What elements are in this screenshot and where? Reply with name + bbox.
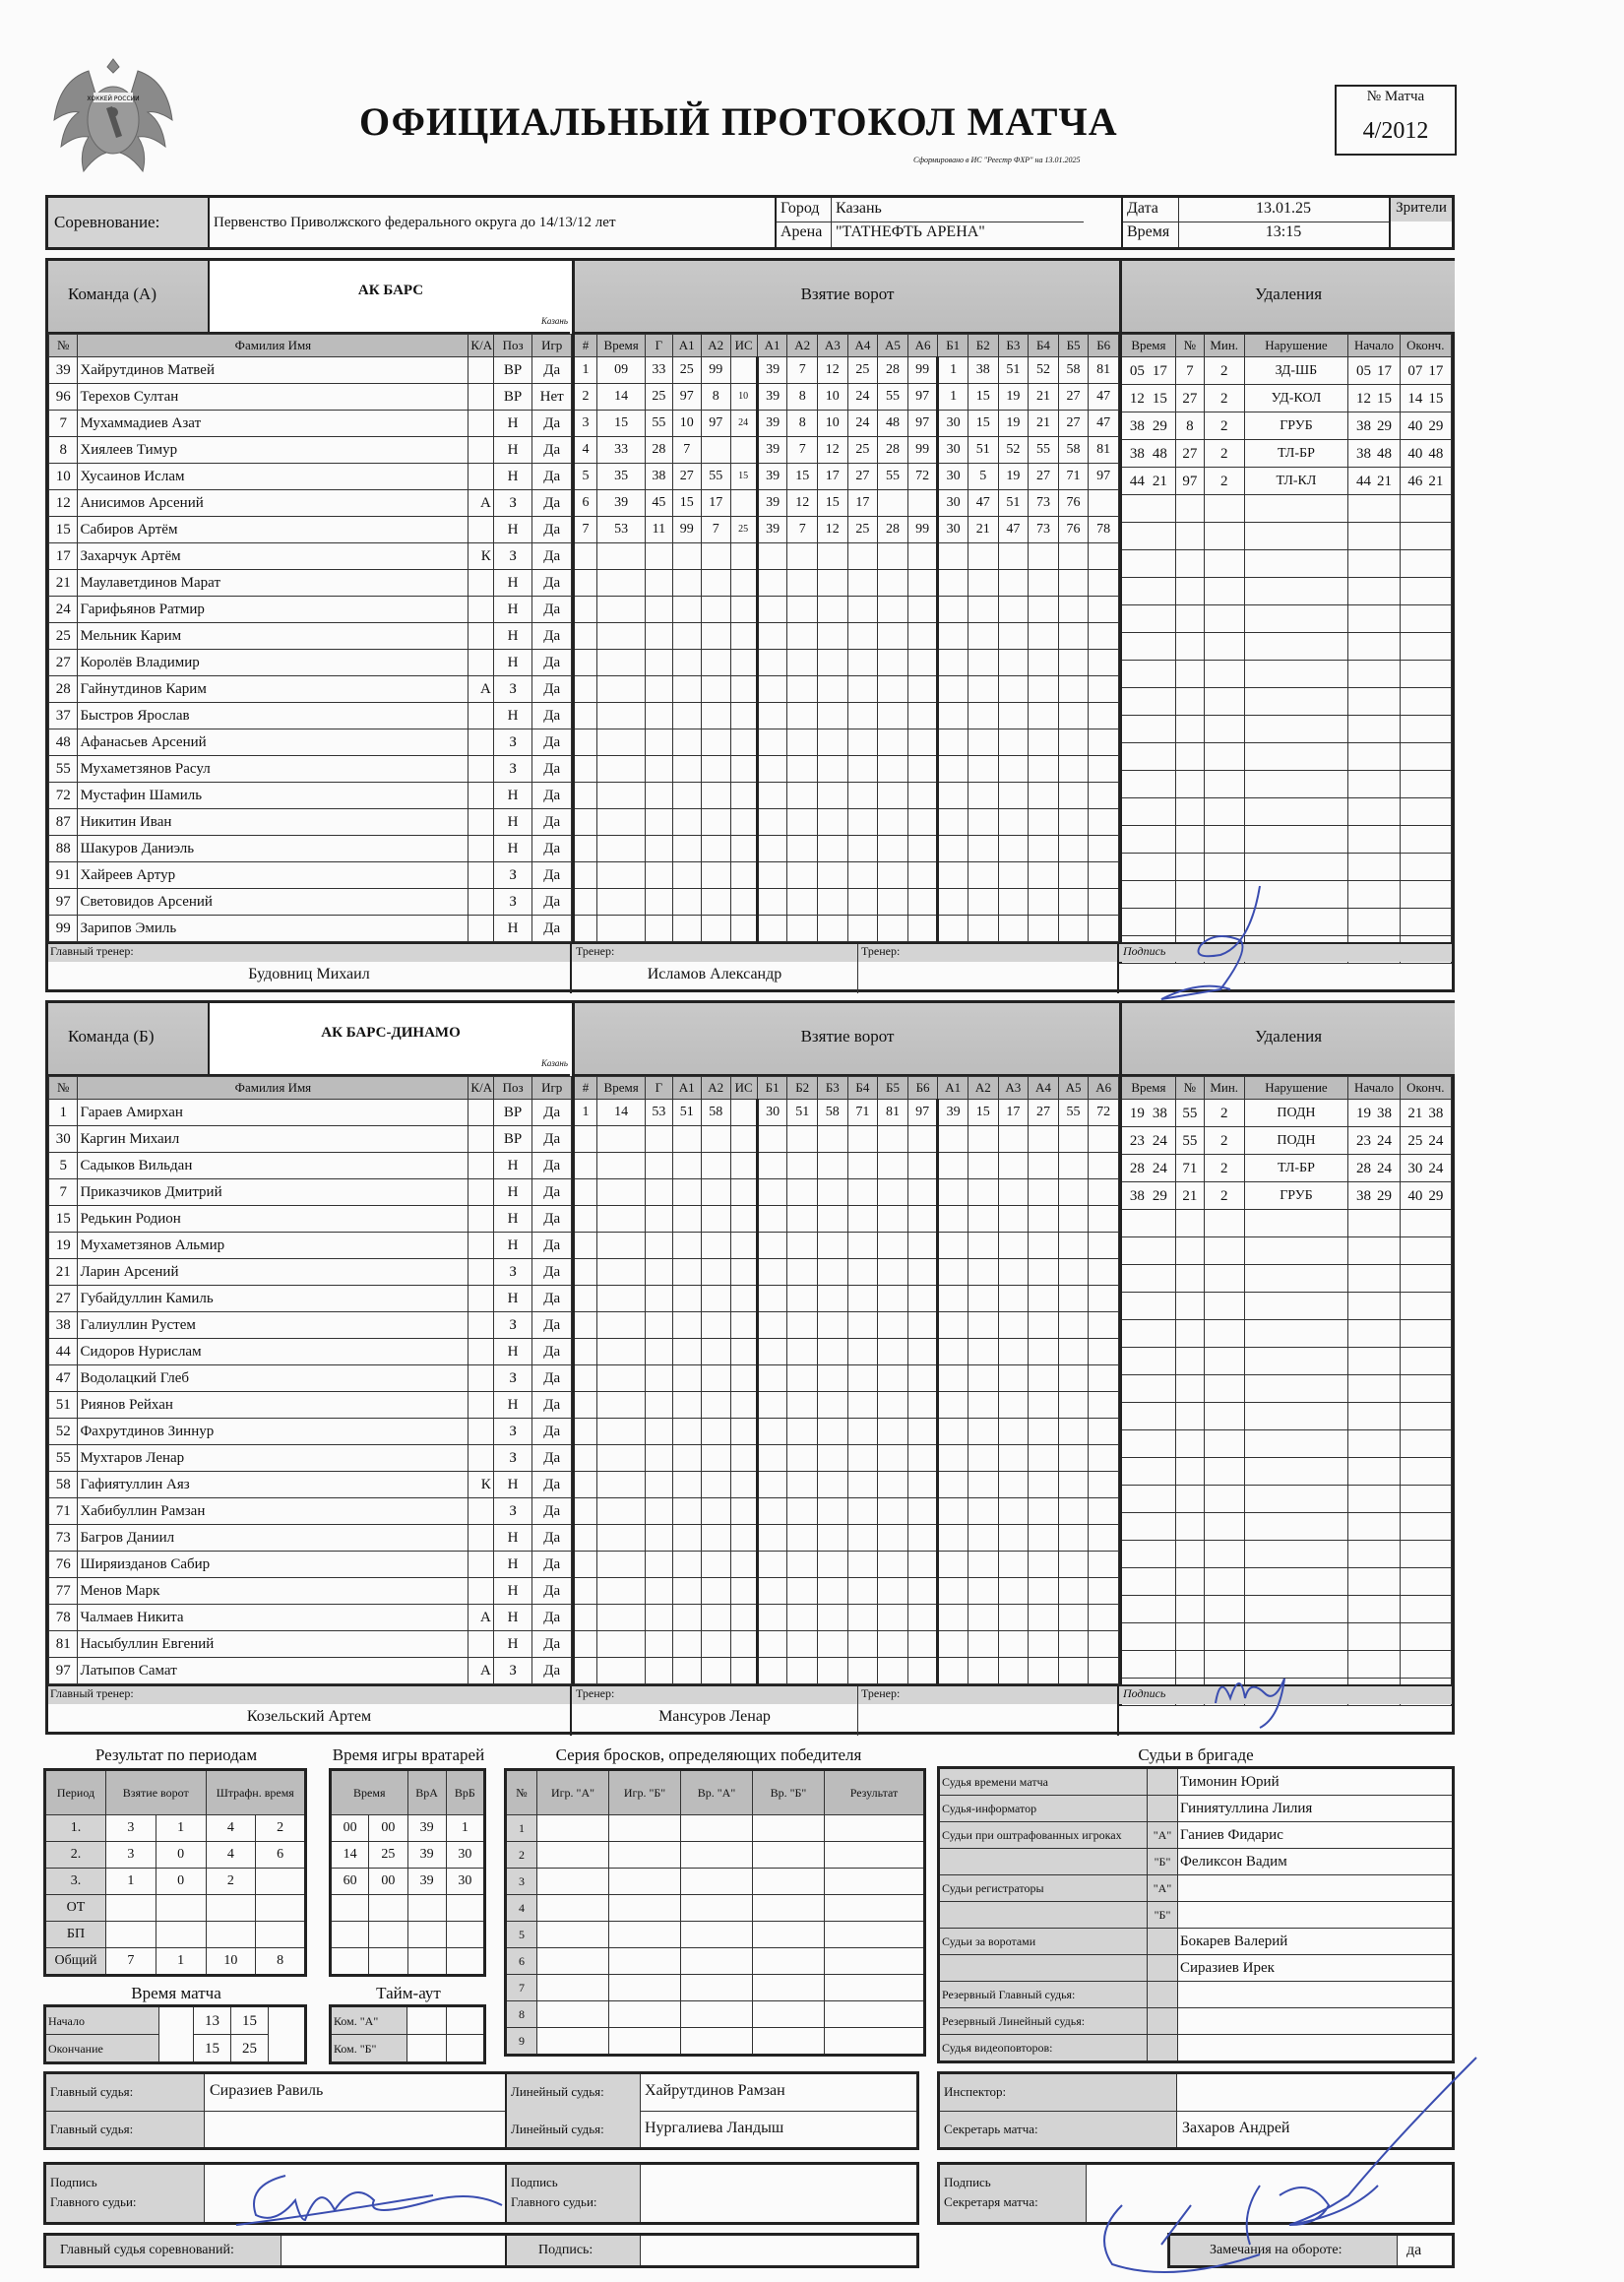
penalty-row bbox=[1121, 1265, 1452, 1293]
teamA-city: Казань bbox=[540, 316, 568, 326]
shootout-row: 4 bbox=[506, 1895, 925, 1922]
teamB-label: Команда (Б) bbox=[68, 1027, 155, 1046]
line-referee-2: Нургалиева Ландыш bbox=[645, 2120, 784, 2136]
teamB-name: АК БАРС-ДИНАМО bbox=[321, 1025, 461, 1041]
main-referee-signature-icon bbox=[217, 2156, 512, 2245]
referees-title: Судьи в бригаде bbox=[1138, 1745, 1254, 1764]
period-row: Общий 7 1 10 8 bbox=[45, 1948, 306, 1976]
teamB-players-table: № Фамилия Имя К/А Поз Игр 1 Гараев Амирхан ВР Да 30 Каргин Михаил ВР Да 5 Садыков Вильдан Н Да 7 Приказчиков Дмитрий Н Да 15 Редькин Родион Н Да 19 Мухаметзянов Альмир Н Да 21 Ларин Арсений З Да 27 Губайдуллин Камиль Н Да 38 Галиуллин Рустем З Да 44 Сидоров Нурислам Н Да 47 Водолацкий Глеб З Да 51 Риянов Рейхан Н Да 52 Фахрутдинов Зиннур З Да 55 Мухтаров Ленар З Да 58 Гафиятуллин Аяз К Н Да 71 Хабибуллин Рамзан З Да 73 Багров Даниил Н Да 76 Ширяизданов Сабир Н Да 77 Менов Марк Н Да 78 Чалмаев Никита А Н Да 81 Насыбуллин Евгений Н Да 97 Латыпов Самат А З Да bbox=[48, 1076, 572, 1684]
shootout-row: 3 bbox=[506, 1869, 925, 1895]
penalty-row bbox=[1121, 1210, 1452, 1237]
teamA-label: Команда (А) bbox=[68, 285, 156, 303]
player-row: 8 Хиялеев Тимур Н Да bbox=[49, 437, 572, 464]
teamA-goals-table: # Время Г А1 А2 ИС А1 А2 А3 А4 А5 А6 Б1 Б2 Б3 Б4 Б5 Б6 1 09 33 25 99 39 7 12 25 28 99 1 38 51 52 58 81 2 14 25 97 8 10 39 8 10 24 55 97 1 15 19 21 27 47 3 15 55 10 97 24 39 8 10 24 48 97 30 15 19 21 27 47 4 33 28 7 39 7 12 25 28 99 30 51 52 55 58 81 5 35 38 27 55 15 39 15 17 27 55 72 30 5 19 27 71 97 6 39 45 15 17 39 12 15 17 30 47 51 73 76 7 53 11 99 7 25 39 7 12 25 28 99 30 21 47 73 76 78 bbox=[572, 334, 1119, 942]
penalty-row bbox=[1121, 1486, 1452, 1513]
penalty-row bbox=[1121, 688, 1452, 716]
match-number: 4/2012 bbox=[1362, 118, 1429, 144]
goal-row bbox=[574, 916, 1119, 942]
shootout-row: 7 bbox=[506, 1975, 925, 2001]
player-row: 51 Риянов Рейхан Н Да bbox=[49, 1392, 572, 1419]
player-row: 24 Гарифьянов Ратмир Н Да bbox=[49, 597, 572, 623]
referee-row: Судьи за воротами Бокарев Валерий bbox=[939, 1929, 1454, 1955]
goal-row bbox=[574, 1233, 1119, 1259]
teamA-box: Команда (А) АК БАРС Казань Взятие ворот Удаления № Фамилия Имя К/А Поз Игр 39 Хайрутдинов Матвей ВР Да 96 Терехов Султан ВР Нет 7 Мухаммадиев Азат Н Да 8 Хиялеев Тимур Н Да 10 Хусаинов Ислам Н Да 12 Анисимов Арсений А З Да 15 Сабиров Артём Н Да 17 Захарчук Артём К З Да 21 Маулаветдинов Марат Н Да 24 Гарифьянов Ратмир Н Да 25 Мельник Карим Н Да 27 Королёв Владимир Н Да 28 Гайнутдинов Карим А З Да 37 Быстров Ярослав Н Да 48 Афанасьев Арсений З Да 55 Мухаметзянов Расул З Да 72 Мустафин Шамиль Н Да 87 Никитин Иван Н Да 88 Шакуров Даниэль Н Да 91 Хайреев Артур З Да 97 Световидов Арсений З Да 99 Зарипов Эмиль Н Да # Время Г А1 А2 ИС А1 А2 А3 А4 А5 А6 Б1 Б2 Б3 Б4 Б5 Б6 1 09 33 25 99 39 7 12 25 28 99 1 38 51 52 58 81 2 14 25 97 8 10 39 8 10 24 55 97 1 15 19 21 27 47 3 15 55 10 97 24 39 8 10 24 48 97 30 15 19 21 27 47 4 33 28 7 39 7 12 25 28 99 30 51 52 55 58 81 5 35 38 27 55 15 39 15 17 27 55 72 30 5 19 27 71 97 6 39 45 15 17 39 12 15 17 30 47 51 73 76 7 53 11 99 7 25 39 7 12 25 28 99 30 21 47 73 76 78 Время № Мин. Нарушение Начало Оконч. 05 17 7 2 ЗД-ШБ 05 17 07 17 12 15 27 2 УД-КОЛ 12 15 14 15 38 29 8 2 ГРУБ 38 29 40 29 38 48 27 2 ТЛ-БР 38 48 40 48 44 21 97 2 ТЛ-КЛ 44 21 46 21 Главный тренер: Будовниц Михаил Тренер: Исламов Александр Тренер: Подпись bbox=[45, 258, 1455, 992]
teamA-penalties-title: Удаления bbox=[1254, 285, 1323, 303]
player-row: 97 Латыпов Самат А З Да bbox=[49, 1658, 572, 1684]
player-row: 55 Мухтаров Ленар З Да bbox=[49, 1445, 572, 1472]
penalty-row bbox=[1121, 1403, 1452, 1430]
penalty-row bbox=[1121, 1293, 1452, 1320]
goal-row bbox=[574, 1206, 1119, 1233]
goal-row bbox=[574, 1578, 1119, 1605]
period-row: 3. 1 0 2 bbox=[45, 1869, 306, 1895]
goal-row bbox=[574, 703, 1119, 729]
player-row: 38 Галиуллин Рустем З Да bbox=[49, 1312, 572, 1339]
shootout-row: 9 bbox=[506, 2028, 925, 2056]
player-row: 27 Королёв Владимир Н Да bbox=[49, 650, 572, 676]
player-row: 15 Редькин Родион Н Да bbox=[49, 1206, 572, 1233]
main-referee-1: Сиразиев Равиль bbox=[210, 2082, 324, 2099]
periods-table: Период Взятие ворот Штрафн. время 1. 3 1 4 2 2. 3 0 4 6 3. 1 0 2 ОТ БП Общий 7 1 10 8 bbox=[43, 1768, 307, 1977]
goal-row bbox=[574, 756, 1119, 783]
player-row: 28 Гайнутдинов Карим А З Да bbox=[49, 676, 572, 703]
player-row: 58 Гафиятуллин Аяз К Н Да bbox=[49, 1472, 572, 1498]
goal-row bbox=[574, 650, 1119, 676]
teamB-city: Казань bbox=[540, 1058, 568, 1068]
player-row: 10 Хусаинов Ислам Н Да bbox=[49, 464, 572, 490]
penalty-row: 38 48 27 2 ТЛ-БР 38 48 40 48 bbox=[1121, 440, 1452, 468]
competition-referee-box: Главный судья соревнований: Подпись: bbox=[43, 2233, 919, 2268]
teamB-penalties-table: Время № Мин. Нарушение Начало Оконч. 19 38 55 2 ПОДН 19 38 21 38 23 24 55 2 ПОДН 23 24 25 24 28 24 71 2 ТЛ-БР 28 24 30 24 38 29 21 2 ГРУБ 38 29 40 29 bbox=[1119, 1076, 1452, 1706]
shootout-row: 2 bbox=[506, 1842, 925, 1869]
goal-row bbox=[574, 1312, 1119, 1339]
goal-row bbox=[574, 597, 1119, 623]
line-referee-1: Хайрутдинов Рамзан bbox=[645, 2082, 785, 2099]
player-row: 37 Быстров Ярослав Н Да bbox=[49, 703, 572, 729]
goal-row bbox=[574, 809, 1119, 836]
goal-row: 5 35 38 27 55 15 39 15 17 27 55 72 30 5 19 27 71 97 bbox=[574, 464, 1119, 490]
player-row: 87 Никитин Иван Н Да bbox=[49, 809, 572, 836]
period-row: 1. 3 1 4 2 bbox=[45, 1815, 306, 1842]
player-row: 97 Световидов Арсений З Да bbox=[49, 889, 572, 916]
penalty-row bbox=[1121, 1513, 1452, 1541]
emblem-icon bbox=[49, 51, 177, 189]
shootout-row: 8 bbox=[506, 2001, 925, 2028]
penalty-row bbox=[1121, 1458, 1452, 1486]
penalty-row: 28 24 71 2 ТЛ-БР 28 24 30 24 bbox=[1121, 1155, 1452, 1182]
secretary-signature-box: Подпись Секретаря матча: bbox=[937, 2162, 1455, 2225]
player-row: 72 Мустафин Шамиль Н Да bbox=[49, 783, 572, 809]
shootout-row: 5 bbox=[506, 1922, 925, 1948]
svg-text:ХОККЕЙ РОССИИ: ХОККЕЙ РОССИИ bbox=[87, 95, 140, 102]
goal-row bbox=[574, 729, 1119, 756]
goal-row bbox=[574, 1472, 1119, 1498]
period-row: БП bbox=[45, 1922, 306, 1948]
shootout-row: 6 bbox=[506, 1948, 925, 1975]
page-title: ОФИЦИАЛЬНЫЙ ПРОТОКОЛ МАТЧА bbox=[359, 99, 1118, 144]
referee-row: "Б" bbox=[939, 1902, 1454, 1929]
goalie-row bbox=[331, 1922, 485, 1948]
goal-row bbox=[574, 1392, 1119, 1419]
player-row: 71 Хабибуллин Рамзан З Да bbox=[49, 1498, 572, 1525]
referee-row: "Б" Феликсон Вадим bbox=[939, 1849, 1454, 1875]
penalty-row: 05 17 7 2 ЗД-ШБ 05 17 07 17 bbox=[1121, 357, 1452, 385]
penalty-row bbox=[1121, 550, 1452, 578]
penalty-row bbox=[1121, 716, 1452, 743]
coach-a-signature-icon bbox=[1161, 886, 1299, 1024]
goal-row bbox=[574, 1552, 1119, 1578]
penalty-row bbox=[1121, 605, 1452, 633]
player-row: 7 Приказчиков Дмитрий Н Да bbox=[49, 1179, 572, 1206]
goal-row: 1 09 33 25 99 39 7 12 25 28 99 1 38 51 52 58 81 bbox=[574, 357, 1119, 384]
teamB-head-coach: Козельский Артем bbox=[246, 1708, 372, 1725]
goal-row bbox=[574, 889, 1119, 916]
coach-b-signature-icon bbox=[1211, 1664, 1319, 1733]
goal-row bbox=[574, 570, 1119, 597]
goal-row bbox=[574, 1365, 1119, 1392]
goal-row bbox=[574, 1445, 1119, 1472]
penalty-row bbox=[1121, 1375, 1452, 1403]
referee-row: Резервный Главный судья: bbox=[939, 1982, 1454, 2008]
goal-row bbox=[574, 1339, 1119, 1365]
goalie-row bbox=[331, 1895, 485, 1922]
match-time-title: Время матча bbox=[131, 1984, 221, 2002]
period-row: 2. 3 0 4 6 bbox=[45, 1842, 306, 1869]
match-time: 13:15 bbox=[1265, 223, 1302, 240]
referees-table bbox=[937, 1766, 1455, 2063]
goal-row bbox=[574, 862, 1119, 889]
penalty-row bbox=[1121, 854, 1452, 881]
match-number-box: № Матча 4/2012 bbox=[1335, 85, 1457, 156]
shootout-title: Серия бросков, определяющих победителя bbox=[555, 1745, 862, 1764]
teamB-goals-title: Взятие ворот bbox=[800, 1027, 895, 1046]
goal-row bbox=[574, 1259, 1119, 1286]
referee-row: Судья времени матча Тимонин Юрий bbox=[939, 1768, 1454, 1796]
player-row: 21 Маулаветдинов Марат Н Да bbox=[49, 570, 572, 597]
goal-row bbox=[574, 836, 1119, 862]
referee-row: Судья видеоповторов: bbox=[939, 2035, 1454, 2062]
penalty-row bbox=[1121, 798, 1452, 826]
player-row: 27 Губайдуллин Камиль Н Да bbox=[49, 1286, 572, 1312]
penalty-row bbox=[1121, 1320, 1452, 1348]
penalty-row bbox=[1121, 1623, 1452, 1651]
teamA-name: АК БАРС bbox=[357, 283, 424, 298]
teamA-goals-title: Взятие ворот bbox=[800, 285, 895, 303]
teamA-coach: Исламов Александр bbox=[647, 966, 782, 983]
penalty-row bbox=[1121, 1568, 1452, 1596]
goal-row bbox=[574, 623, 1119, 650]
player-row: 25 Мельник Карим Н Да bbox=[49, 623, 572, 650]
teamB-penalties-title: Удаления bbox=[1254, 1027, 1323, 1046]
player-row: 30 Каргин Михаил ВР Да bbox=[49, 1126, 572, 1153]
goal-row bbox=[574, 1658, 1119, 1684]
goal-row: 7 53 11 99 7 25 39 7 12 25 28 99 30 21 47 73 76 78 bbox=[574, 517, 1119, 543]
player-row: 96 Терехов Султан ВР Нет bbox=[49, 384, 572, 411]
player-row: 17 Захарчук Артём К З Да bbox=[49, 543, 572, 570]
inspector-box: Инспектор: Секретарь матча: Захаров Андрей bbox=[937, 2071, 1455, 2150]
teamA-penalties-table: Время № Мин. Нарушение Начало Оконч. 05 17 7 2 ЗД-ШБ 05 17 07 17 12 15 27 2 УД-КОЛ 12 15 14 15 38 29 8 2 ГРУБ 38 29 40 29 38 48 27 2 ТЛ-БР 38 48 40 48 44 21 97 2 ТЛ-КЛ 44 21 46 21 bbox=[1119, 334, 1452, 964]
goal-row bbox=[574, 1525, 1119, 1552]
goal-row bbox=[574, 783, 1119, 809]
teamB-box: Команда (Б) АК БАРС-ДИНАМО Казань Взятие ворот Удаления № Фамилия Имя К/А Поз Игр 1 Гараев Амирхан ВР Да 30 Каргин Михаил ВР Да 5 Садыков Вильдан Н Да 7 Приказчиков Дмитрий Н Да 15 Редькин Родион Н Да 19 Мухаметзянов Альмир Н Да 21 Ларин Арсений З Да 27 Губайдуллин Камиль Н Да 38 Галиуллин Рустем З Да 44 Сидоров Нурислам Н Да 47 Водолацкий Глеб З Да 51 Риянов Рейхан Н Да 52 Фахрутдинов Зиннур З Да 55 Мухтаров Ленар З Да 58 Гафиятуллин Аяз К Н Да 71 Хабибуллин Рамзан З Да 73 Багров Даниил Н Да 76 Ширяизданов Сабир Н Да 77 Менов Марк Н Да 78 Чалмаев Никита А Н Да 81 Насыбуллин Евгений Н Да 97 Латыпов Самат А З Да # Время Г А1 А2 ИС Б1 Б2 Б3 Б4 Б5 Б6 А1 А2 А3 А4 А5 А6 1 14 53 51 58 30 51 58 71 81 97 39 15 17 27 55 72 Время № Мин. Нарушение Начало Оконч. 19 38 55 2 ПОДН 19 38 21 38 23 24 55 2 ПОДН 23 24 25 24 28 24 71 2 ТЛ-БР 28 24 30 24 38 29 21 2 ГРУБ 38 29 40 29 Главный тренер: Козельский Артем Тренер: Мансуров Ленар Тренер: Подпись bbox=[45, 1000, 1455, 1735]
teamB-goals-table: # Время Г А1 А2 ИС Б1 Б2 Б3 Б4 Б5 Б6 А1 А2 А3 А4 А5 А6 1 14 53 51 58 30 51 58 71 81 97 39 15 17 27 55 72 bbox=[572, 1076, 1119, 1684]
goalie-row: 60 00 39 30 bbox=[331, 1869, 485, 1895]
timeout-title: Тайм-аут bbox=[376, 1984, 441, 2002]
goalie-time-title: Время игры вратарей bbox=[332, 1745, 485, 1764]
penalty-row bbox=[1121, 495, 1452, 523]
goalie-row: 00 00 39 1 bbox=[331, 1815, 485, 1842]
goal-row bbox=[574, 1153, 1119, 1179]
goal-row bbox=[574, 1605, 1119, 1631]
referee-row: Судьи регистраторы "А" bbox=[939, 1875, 1454, 1902]
teamA-head-coach: Будовниц Михаил bbox=[248, 966, 370, 983]
penalty-row: 44 21 97 2 ТЛ-КЛ 44 21 46 21 bbox=[1121, 468, 1452, 495]
goal-row: 1 14 53 51 58 30 51 58 71 81 97 39 15 17 27 55 72 bbox=[574, 1100, 1119, 1126]
player-row: 91 Хайреев Артур З Да bbox=[49, 862, 572, 889]
penalty-row bbox=[1121, 1430, 1452, 1458]
player-row: 47 Водолацкий Глеб З Да bbox=[49, 1365, 572, 1392]
periods-title: Результат по периодам bbox=[94, 1745, 258, 1764]
main-referees-box: Главный судья: Главный судья: Сиразиев Равиль Линейный судья: Линейный судья: Хайрутдинов Рамзан Нургалиева Ландыш bbox=[43, 2071, 919, 2150]
goal-row: 6 39 45 15 17 39 12 15 17 30 47 51 73 76 bbox=[574, 490, 1119, 517]
match-date: 13.01.25 bbox=[1256, 200, 1311, 217]
player-row: 21 Ларин Арсений З Да bbox=[49, 1259, 572, 1286]
teamA-players-table: № Фамилия Имя К/А Поз Игр 39 Хайрутдинов Матвей ВР Да 96 Терехов Султан ВР Нет 7 Мухаммадиев Азат Н Да 8 Хиялеев Тимур Н Да 10 Хусаинов Ислам Н Да 12 Анисимов Арсений А З Да 15 Сабиров Артём Н Да 17 Захарчук Артём К З Да 21 Маулаветдинов Марат Н Да 24 Гарифьянов Ратмир Н Да 25 Мельник Карим Н Да 27 Королёв Владимир Н Да 28 Гайнутдинов Карим А З Да 37 Быстров Ярослав Н Да 48 Афанасьев Арсений З Да 55 Мухаметзянов Расул З Да 72 Мустафин Шамиль Н Да 87 Никитин Иван Н Да 88 Шакуров Даниэль Н Да 91 Хайреев Артур З Да 97 Световидов Арсений З Да 99 Зарипов Эмиль Н Да bbox=[48, 334, 572, 942]
player-row: 1 Гараев Амирхан ВР Да bbox=[49, 1100, 572, 1126]
player-row: 15 Сабиров Артём Н Да bbox=[49, 517, 572, 543]
main-referee-signature-box: Подпись Главного судьи: Подпись Главного судьи: bbox=[43, 2162, 919, 2225]
period-row: ОТ bbox=[45, 1895, 306, 1922]
player-row: 77 Менов Марк Н Да bbox=[49, 1578, 572, 1605]
penalty-row bbox=[1121, 1348, 1452, 1375]
referee-row: Судья-информатор Гиниятуллина Лилия bbox=[939, 1796, 1454, 1822]
city: Казань bbox=[836, 200, 882, 217]
player-row: 55 Мухаметзянов Расул З Да bbox=[49, 756, 572, 783]
shootout-row: 1 bbox=[506, 1815, 925, 1842]
goal-row: 2 14 25 97 8 10 39 8 10 24 55 97 1 15 19 21 27 47 bbox=[574, 384, 1119, 411]
penalty-row bbox=[1121, 523, 1452, 550]
penalty-row: 19 38 55 2 ПОДН 19 38 21 38 bbox=[1121, 1100, 1452, 1127]
secretary-signature-icon bbox=[1063, 2048, 1496, 2274]
goal-row: 3 15 55 10 97 24 39 8 10 24 48 97 30 15 19 21 27 47 bbox=[574, 411, 1119, 437]
remarks-value: да bbox=[1406, 2242, 1422, 2258]
penalty-row bbox=[1121, 743, 1452, 771]
timeout-table: Ком. "А" Ком. "Б" bbox=[329, 2004, 486, 2064]
penalty-row bbox=[1121, 661, 1452, 688]
teamB-coach: Мансуров Ленар bbox=[658, 1708, 771, 1725]
player-row: 52 Фахрутдинов Зиннур З Да bbox=[49, 1419, 572, 1445]
goal-row bbox=[574, 1631, 1119, 1658]
shootout-table: № Игр. "А" Игр. "Б" Вр. "А" Вр. "Б" Результат 1 2 3 4 5 6 7 8 9 bbox=[504, 1768, 926, 2057]
player-row: 88 Шакуров Даниэль Н Да bbox=[49, 836, 572, 862]
penalty-row: 23 24 55 2 ПОДН 23 24 25 24 bbox=[1121, 1127, 1452, 1155]
match-time-table: Начало 13 15 Окончание 15 25 bbox=[43, 2004, 307, 2064]
info-row: Соревнование: Первенство Приволжского федерального округа до 14/13/12 лет Город Казань Арена "ТАТНЕФТЬ АРЕНА" Дата 13.01.25 Время 13:15 Зрители bbox=[45, 195, 1455, 250]
player-row: 99 Зарипов Эмиль Н Да bbox=[49, 916, 572, 942]
player-row: 76 Ширяизданов Сабир Н Да bbox=[49, 1552, 572, 1578]
player-row: 39 Хайрутдинов Матвей ВР Да bbox=[49, 357, 572, 384]
referee-row: Сиразиев Ирек bbox=[939, 1955, 1454, 1982]
goalie-row bbox=[331, 1948, 485, 1976]
goalie-time-table: Время ВрА ВрБ 00 00 39 1 14 25 39 30 60 00 39 30 bbox=[329, 1768, 486, 1977]
arena: "ТАТНЕФТЬ АРЕНА" bbox=[836, 223, 985, 240]
penalty-row: 12 15 27 2 УД-КОЛ 12 15 14 15 bbox=[1121, 385, 1452, 412]
referee-row: Резервный Линейный судья: bbox=[939, 2008, 1454, 2035]
penalty-row: 38 29 8 2 ГРУБ 38 29 40 29 bbox=[1121, 412, 1452, 440]
competition-name: Первенство Приволжского федерального округа до 14/13/12 лет bbox=[214, 215, 616, 230]
referee-row: Судьи при оштрафованных игроках "А" Ганиев Фидарис bbox=[939, 1822, 1454, 1849]
penalty-row bbox=[1121, 633, 1452, 661]
penalty-row bbox=[1121, 826, 1452, 854]
penalty-row bbox=[1121, 1541, 1452, 1568]
player-row: 73 Багров Даниил Н Да bbox=[49, 1525, 572, 1552]
goal-row bbox=[574, 1179, 1119, 1206]
player-row: 81 Насыбуллин Евгений Н Да bbox=[49, 1631, 572, 1658]
player-row: 19 Мухаметзянов Альмир Н Да bbox=[49, 1233, 572, 1259]
penalty-row: 38 29 21 2 ГРУБ 38 29 40 29 bbox=[1121, 1182, 1452, 1210]
player-row: 5 Садыков Вильдан Н Да bbox=[49, 1153, 572, 1179]
goal-row bbox=[574, 1498, 1119, 1525]
goal-row bbox=[574, 1126, 1119, 1153]
player-row: 78 Чалмаев Никита А Н Да bbox=[49, 1605, 572, 1631]
goal-row bbox=[574, 543, 1119, 570]
penalty-row bbox=[1121, 1237, 1452, 1265]
player-row: 44 Сидоров Нурислам Н Да bbox=[49, 1339, 572, 1365]
player-row: 12 Анисимов Арсений А З Да bbox=[49, 490, 572, 517]
goal-row bbox=[574, 1419, 1119, 1445]
penalty-row bbox=[1121, 771, 1452, 798]
goal-row bbox=[574, 1286, 1119, 1312]
player-row: 7 Мухаммадиев Азат Н Да bbox=[49, 411, 572, 437]
secretary: Захаров Андрей bbox=[1182, 2120, 1290, 2136]
remarks-box: Замечания на обороте: да bbox=[1167, 2233, 1455, 2268]
goalie-row: 14 25 39 30 bbox=[331, 1842, 485, 1869]
goal-row: 4 33 28 7 39 7 12 25 28 99 30 51 52 55 58 81 bbox=[574, 437, 1119, 464]
generated-note: Сформировано в ИС "Реестр ФХР" на 13.01.2025 bbox=[913, 156, 1081, 164]
player-row: 48 Афанасьев Арсений З Да bbox=[49, 729, 572, 756]
penalty-row bbox=[1121, 578, 1452, 605]
penalty-row bbox=[1121, 1596, 1452, 1623]
goal-row bbox=[574, 676, 1119, 703]
